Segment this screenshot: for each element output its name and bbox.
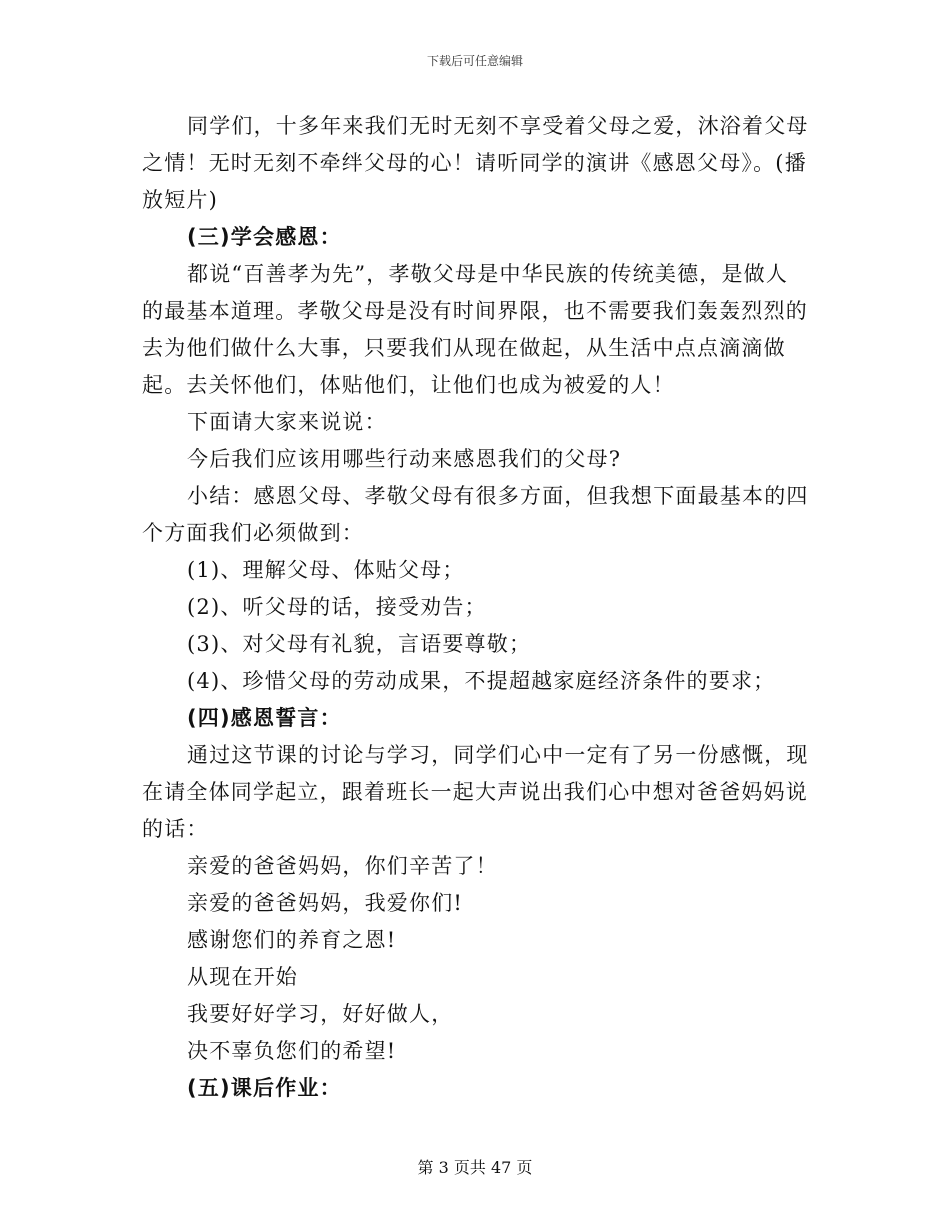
section-heading-3: (三)学会感恩： xyxy=(187,225,342,249)
paragraph-question: 今后我们应该用哪些行动来感恩我们的父母? xyxy=(187,447,622,471)
paragraph-discussion-prompt: 下面请大家来说说： xyxy=(187,410,387,434)
document-body xyxy=(142,108,810,1107)
oath-line-1: 亲爱的爸爸妈妈，你们辛苦了！ xyxy=(187,854,498,878)
list-item-4: (4)、珍惜父母的劳动成果，不提超越家庭经济条件的要求； xyxy=(187,669,776,693)
oath-line-5: 我要好好学习，好好做人， xyxy=(187,1002,454,1026)
oath-line-4: 从现在开始 xyxy=(187,965,298,989)
list-item-3: (3)、对父母有礼貌，言语要尊敬； xyxy=(187,632,532,656)
oath-line-2: 亲爱的爸爸妈妈，我爱你们! xyxy=(187,891,464,915)
list-item-2: (2)、听父母的话，接受劝告； xyxy=(187,595,487,619)
oath-line-6: 决不辜负您们的希望! xyxy=(187,1039,397,1063)
oath-line-3: 感谢您们的养育之恩! xyxy=(187,928,397,952)
paragraph-filial-piety: 都说“百善孝为先”，孝敬父母是中华民族的传统美德，是做人的最基本道理。孝敬父母是没有时间界限，也不需要我们轰轰烈烈的去为他们做什么大事，只要我们从现在做起，从生活中点点滴滴做起。去关怀他们，体贴他们，让他们也成为被爱的人！ xyxy=(142,262,808,397)
section-heading-4: (四)感恩誓言： xyxy=(187,706,342,730)
paragraph-oath-intro: 通过这节课的讨论与学习，同学们心中一定有了另一份感慨，现在请全体同学起立，跟着班长一起大声说出我们心中想对爸爸妈妈说的话： xyxy=(142,743,809,841)
list-item-1: (1)、理解父母、体贴父母； xyxy=(187,558,465,582)
page-number: 第 3 页共 47 页 xyxy=(417,1158,533,1177)
paragraph-intro: 同学们，十多年来我们无时无刻不享受着父母之爱，沐浴着父母之情！无时无刻不牵绊父母的心！请听同学的演讲《感恩父母》。(播放短片) xyxy=(142,114,809,212)
header-note: 下载后可任意编辑 xyxy=(426,54,523,68)
paragraph-summary: 小结：感恩父母、孝敬父母有很多方面，但我想下面最基本的四个方面我们必须做到： xyxy=(142,484,809,545)
section-heading-5: (五)课后作业： xyxy=(187,1076,342,1100)
